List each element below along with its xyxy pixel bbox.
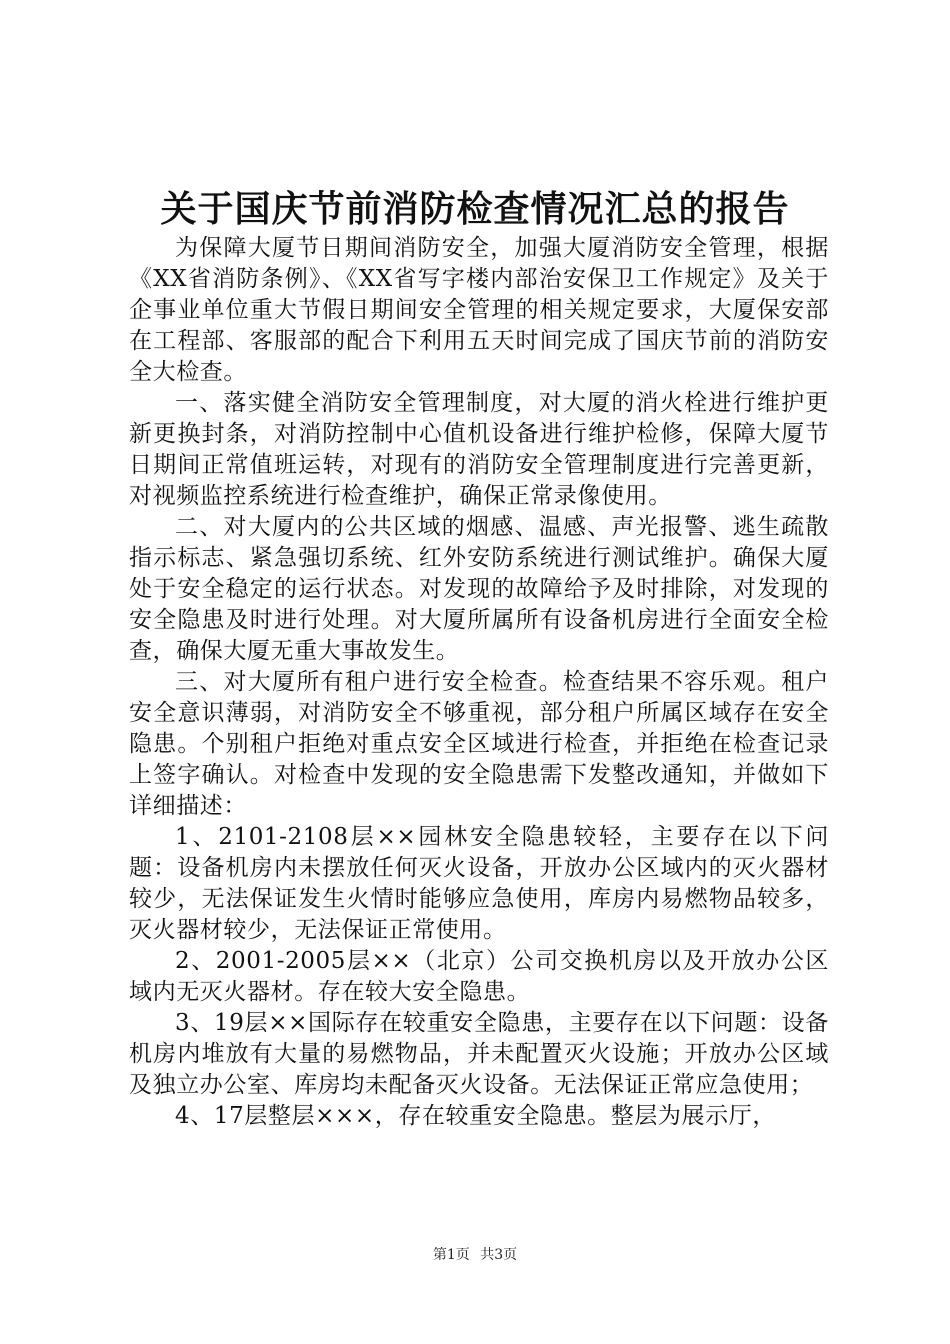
paragraph-intro: 为保障大厦节日期间消防安全，加强大厦消防安全管理，根据《XX省消防条例》、《XX省写字楼内部治安保卫工作规定》及关于企事业单位重大节假日期间安全管理的相关规定要求，大厦保安部在工程部、客服部的配合下利用五天时间完成了国庆节前的消防安全大检查。	[129, 235, 829, 385]
paragraph-item-2: 2、2001-2005层××（北京）公司交换机房以及开放办公区域内无灭火器材。存在较大安全隐患。	[129, 948, 829, 1005]
document-body	[129, 233, 829, 1132]
paragraph-section-3: 三、对大厦所有租户进行安全检查。检查结果不容乐观。租户安全意识薄弱，对消防安全不够重视，部分租户所属区域存在安全隐患。个别租户拒绝对重点安全区域进行检查，并拒绝在检查记录上签字确认。对检查中发现的安全隐患需下发整改通知，并做如下详细描述：	[129, 669, 829, 819]
page-number: 第1页	[432, 1247, 470, 1263]
paragraph-item-4: 4、17层整层×××，存在较重安全隐患。整层为展示厅，	[175, 1103, 776, 1129]
page-footer	[0, 1245, 950, 1265]
paragraph-section-2: 二、对大厦内的公共区域的烟感、温感、声光报警、逃生疏散指示标志、紧急强切系统、红外安防系统进行测试维护。确保大厦处于安全稳定的运行状态。对发现的故障给予及时排除，对发现的安全隐患及时进行处理。对大厦所属所有设备机房进行全面安全检查，确保大厦无重大事故发生。	[129, 514, 829, 664]
document-title: 关于国庆节前消防检查情况汇总的报告	[160, 188, 790, 230]
paragraph-item-1: 1、2101-2108层××园林安全隐患较轻，主要存在以下问题：设备机房内未摆放任何灭火设备，开放办公区域内的灭火器材较少，无法保证发生火情时能够应急使用，库房内易燃物品较多，灭火器材较少，无法保证正常使用。	[129, 824, 829, 943]
paragraph-item-3: 3、19层××国际存在较重安全隐患，主要存在以下问题：设备机房内堆放有大量的易燃物品，并未配置灭火设施；开放办公区域及独立办公室、库房均未配备灭火设备。无法保证正常应急使用；	[129, 1010, 829, 1098]
paragraph-section-1: 一、落实健全消防安全管理制度，对大厦的消火栓进行维护更新更换封条，对消防控制中心值机设备进行维护检修，保障大厦节日期间正常值班运转，对现有的消防安全管理制度进行完善更新，对视频监控系统进行检查维护，确保正常录像使用。	[129, 390, 829, 509]
page-total: 共3页	[480, 1247, 518, 1263]
